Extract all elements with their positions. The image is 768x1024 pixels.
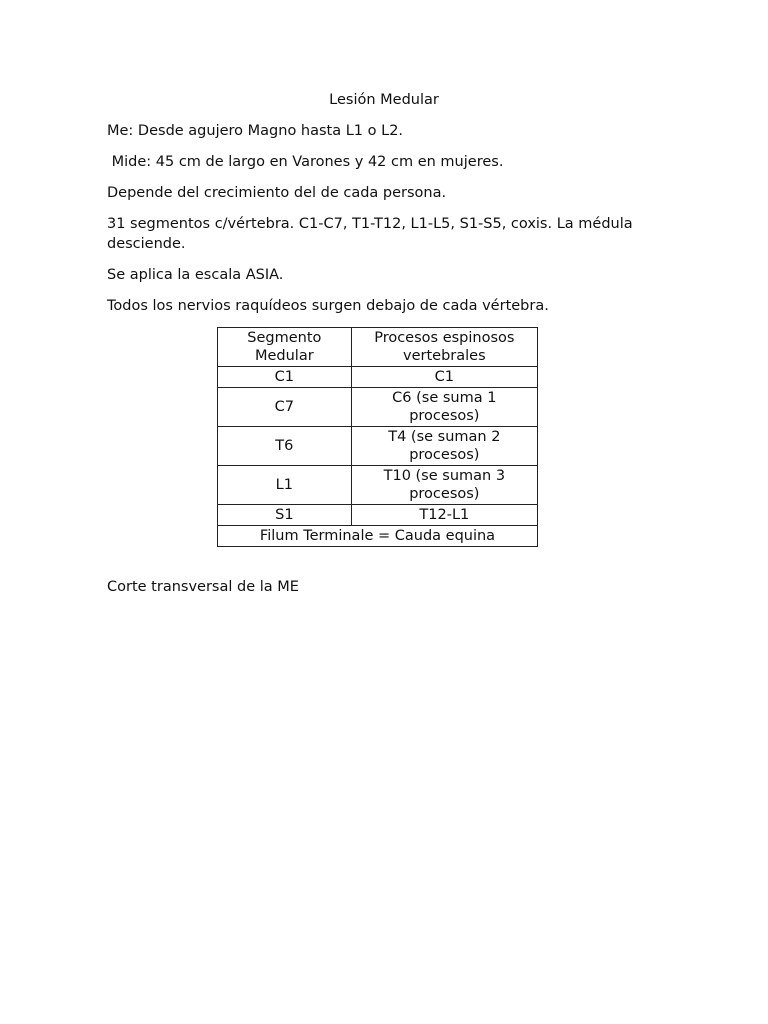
table-cell-segment: L1	[218, 466, 352, 505]
table-cell-segment: S1	[218, 505, 352, 526]
document-page	[107, 90, 661, 608]
table-cell-process: C6 (se suma 1 procesos)	[351, 388, 537, 427]
table-cell-segment: T6	[218, 427, 352, 466]
segment-table	[217, 327, 538, 547]
paragraph-growth: Depende del crecimiento del de cada persona.	[107, 185, 447, 201]
paragraph-closing: Corte transversal de la ME	[107, 579, 299, 595]
paragraph-segments: 31 segmentos c/vértebra. C1-C7, T1-T12, L1-L5, S1-S5, coxis. La médula desciende.	[107, 216, 633, 252]
table-footer-cell: Filum Terminale = Cauda equina	[218, 526, 538, 547]
table-cell-process: T4 (se suman 2 procesos)	[351, 427, 537, 466]
table-row	[218, 505, 538, 526]
paragraph-asia: Se aplica la escala ASIA.	[107, 267, 284, 283]
paragraph-origin: Me: Desde agujero Magno hasta L1 o L2.	[107, 123, 404, 139]
table-row	[218, 388, 538, 427]
paragraph-length: Mide: 45 cm de largo en Varones y 42 cm en mujeres.	[107, 154, 504, 170]
paragraph-nerves: Todos los nervios raquídeos surgen debajo de cada vértebra.	[107, 298, 549, 314]
table-row	[218, 466, 538, 505]
table-cell-process: C1	[351, 367, 537, 388]
document-title: Lesión Medular	[329, 92, 439, 108]
table-cell-process: T12-L1	[351, 505, 537, 526]
header-procesos-espinosos: Procesos espinosos vertebrales	[351, 328, 537, 367]
table-row	[218, 427, 538, 466]
table-row	[218, 367, 538, 388]
table-footer-row	[218, 526, 538, 547]
table-header-row	[218, 328, 538, 367]
table-cell-process: T10 (se suman 3 procesos)	[351, 466, 537, 505]
table-cell-segment: C7	[218, 388, 352, 427]
table-cell-segment: C1	[218, 367, 352, 388]
table-container	[107, 327, 661, 547]
header-segmento-medular: Segmento Medular	[218, 328, 352, 367]
